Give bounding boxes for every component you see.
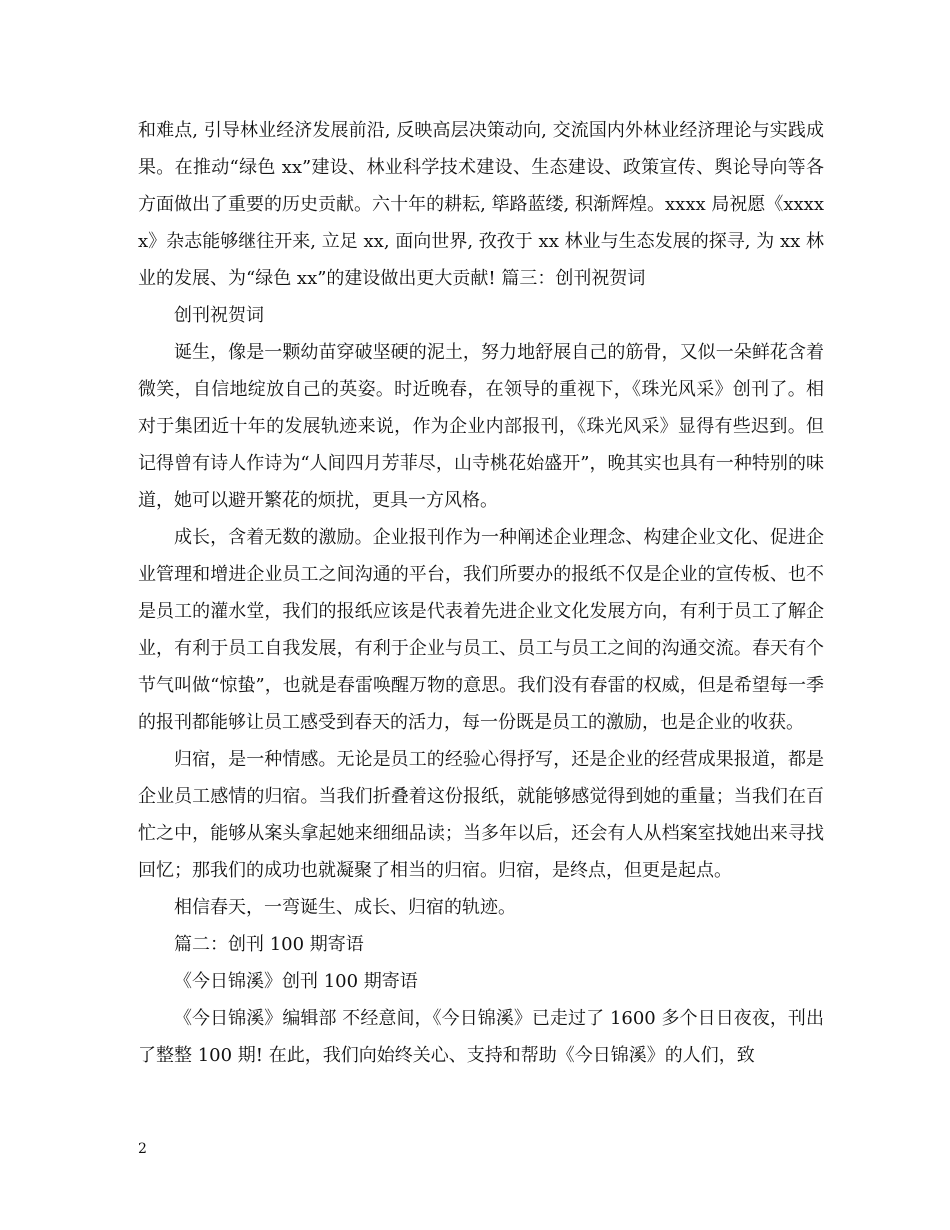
paragraph-home: 归宿，是一种情感。无论是员工的经验心得抒写，还是企业的经营成果报道，都是企业员工感情的归宿。当我们折叠着这份报纸，就能够感觉得到她的重量；当我们在百忙之中，能够从案头拿起她来细细品读；当多年以后，还会有人从档案室找她出来寻找回忆；那我们的成功也就凝聚了相当的归宿。归宿，是终点，但更是起点。 [138, 749, 824, 881]
paragraph-jinxi: 《今日锦溪》编辑部 不经意间，《今日锦溪》已走过了 1600 多个日日夜夜，刊出了整整 100 期! 在此，我们向始终关心、支持和帮助《今日锦溪》的人们，致 [138, 1008, 824, 1066]
paragraph-growth: 成长，含着无数的激励。企业报刊作为一种阐述企业理念、构建企业文化、促进企业管理和增进企业员工之间沟通的平台，我们所要办的报纸不仅是企业的宣传板、也不是员工的灌水堂，我们的报纸应该是代表着先进企业文化发展方向，有利于员工了解企业，有利于员工自我发展，有利于企业与员工、员工与员工之间的沟通交流。春天有个节气叫做“惊蛰”，也就是春雷唤醒万物的意思。我们没有春雷的权威，但是希望每一季的报刊都能够让员工感受到春天的活力，每一份既是员工的激励，也是企业的收获。 [138, 527, 824, 733]
section-title-congratulation: 创刊祝贺词 [174, 305, 264, 326]
page-number: 2 [138, 1141, 147, 1157]
document-body [138, 112, 824, 1074]
paragraph-believe: 相信春天，一弯诞生、成长、归宿的轨迹。 [174, 897, 516, 918]
paragraph-birth: 诞生，像是一颗幼苗穿破坚硬的泥土，努力地舒展自己的筋骨，又似一朵鲜花含着微笑，自信地绽放自己的英姿。时近晚春，在领导的重视下，《珠光风采》创刊了。相对于集团近十年的发展轨迹来说，作为企业内部报刊，《珠光风采》显得有些迟到。但记得曾有诗人作诗为“人间四月芳菲尽，山寺桃花始盛开”，晚其实也具有一种特别的味道，她可以避开繁花的烦扰，更具一方风格。 [138, 342, 824, 511]
section-title-part-two: 篇二：创刊 100 期寄语 [174, 934, 364, 955]
section-title-jinxi: 《今日锦溪》创刊 100 期寄语 [174, 971, 418, 992]
paragraph-continued: 和难点, 引导林业经济发展前沿, 反映高层决策动向, 交流国内外林业经济理论与实践成果。在推动“绿色 xx”建设、林业科学技术建设、生态建设、政策宣传、舆论导向等各方面做出了重要的历史贡献。六十年的耕耘, 筚路蓝缕, 积渐辉煌。xxxx 局祝愿《xxxxx》杂志能够继往开来, 立足 xx, 面向世界, 孜孜于 xx 林业与生态发展的探寻, 为 xx 林业的发展、为“绿色 xx”的建设做出更大贡献! 篇三：创刊祝贺词 [138, 120, 824, 289]
